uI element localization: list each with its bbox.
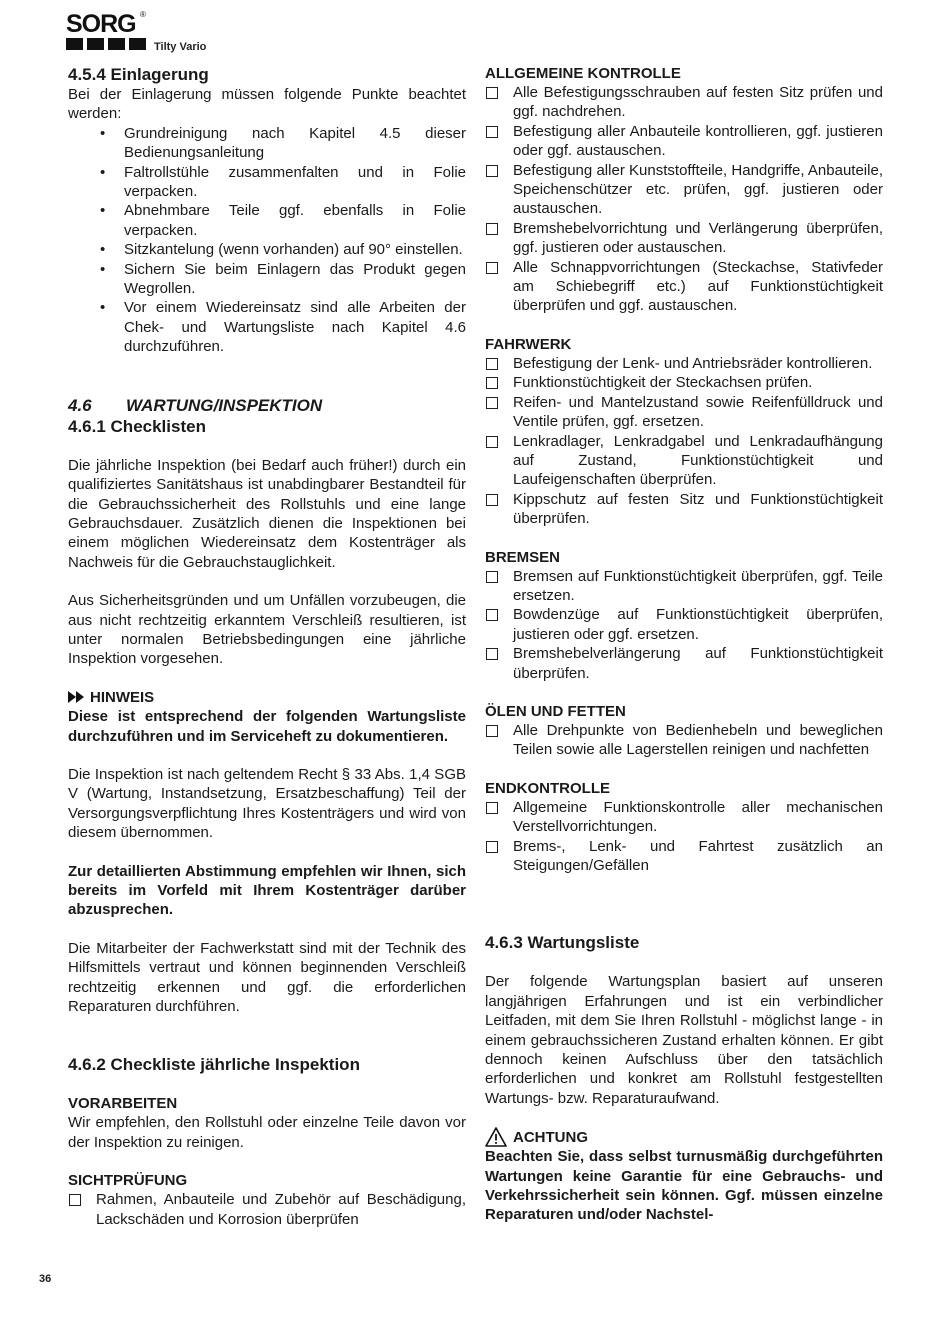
checkbox-icon [486, 571, 498, 583]
oelen-fetten-title: ÖLEN UND FETTEN [485, 702, 626, 720]
checkbox-icon [486, 802, 498, 814]
section-454-title: 4.5.4 Einlagerung [68, 65, 209, 84]
allgemeine-kontrolle-title: ALLGEMEINE KONTROLLE [485, 65, 681, 82]
list-item: • Vor einem Wiedereinsatz sind alle Arbeiten der Chek- und Wartungsliste nach Kapitel 4.6 durchzuführen. [124, 298, 466, 356]
section-46-title: WARTUNG/INSPEKTION [126, 395, 323, 415]
checklist-item: Bowdenzüge auf Funktionstüchtigkeit überprüfen, justieren oder ggf. ersetzen. [513, 605, 883, 644]
logo-bars [66, 38, 146, 50]
achtung-text: Beachten Sie, dass selbst turnusmäßig durchgeführten Wartungen keine Garantie für eine Gebrauchs- und Verkehrssicherheit sein können. Ggf. müssen einzelne Reparaturen und/oder Nachstel- [485, 1148, 883, 1224]
fast-forward-icon [68, 691, 84, 703]
checklist-item: Alle Schnappvorrichtungen (Steckachse, Stativfeder am Schiebegriff etc.) auf Funktionstüchtigkeit überprüfen und ggf. austauschen. [513, 258, 883, 316]
paragraph-legal: Die Inspektion ist nach geltendem Recht § 33 Abs. 1,4 SGB V (Wartung, Instandsetzung, Ersatzbeschaffung) Teil der Versorgungsverpflichtung Ihres Kostenträgers und wird von diesem übernommen. [68, 765, 466, 842]
checkbox-icon [486, 397, 498, 409]
paragraph-coordination: Zur detaillierten Abstimmung empfehlen wir Ihnen, sich bereits im Vorfeld mit Ihrem Kostenträger darüber abzusprechen. [68, 862, 466, 919]
sorg-logo [66, 10, 146, 54]
checklist-item: Befestigung aller Kunststoffteile, Handgriffe, Anbauteile, Speichenschützer etc. prüfen, ggf. justieren oder austauschen. [513, 161, 883, 219]
oelen-fetten-list [485, 721, 883, 760]
product-name: Tilty Vario [154, 41, 207, 53]
checklist-item: Allgemeine Funktionskontrolle aller mechanischen Verstellvorrichtungen. [513, 798, 883, 837]
vorarbeiten-title: VORARBEITEN [68, 1095, 178, 1113]
list-item: • Sitzkantelung (wenn vorhanden) auf 90° einstellen. [124, 240, 466, 259]
hinweis-title: HINWEIS [90, 688, 155, 706]
warning-icon [485, 1127, 507, 1147]
checkbox-icon [486, 648, 498, 660]
checkbox-icon [486, 725, 498, 737]
section-463-title: 4.6.3 Wartungsliste [485, 933, 640, 953]
registered-mark: ® [140, 10, 146, 19]
hinweis-text: Diese ist entsprechend der folgenden Wartungsliste durchzuführen und im Serviceheft zu dokumentieren. [68, 708, 466, 745]
endkontrolle-title: ENDKONTROLLE [485, 779, 610, 797]
checkbox-icon [486, 223, 498, 235]
vorarbeiten-text: Wir empfehlen, den Rollstuhl oder einzelne Teile davon vor der Inspektion zu reinigen. [68, 1114, 466, 1151]
checklist-item: Kippschutz auf festen Sitz und Funktionstüchtigkeit überprüfen. [513, 490, 883, 529]
section-46-heading [68, 395, 466, 416]
page-number: 36 [39, 1273, 52, 1285]
checkbox-icon [486, 377, 498, 389]
right-column [485, 64, 883, 1225]
list-item: • Abnehmbare Teile ggf. ebenfalls in Folie verpacken. [124, 201, 466, 240]
list-item: • Grundreinigung nach Kapitel 4.5 dieser Bedienungsanleitung [124, 124, 466, 163]
checkbox-icon [486, 494, 498, 506]
checkbox-icon [486, 436, 498, 448]
checkbox-icon [486, 262, 498, 274]
paragraph-inspection: Die jährliche Inspektion (bei Bedarf auch früher!) durch ein qualifiziertes Sanitätshaus ist unabdingbarer Bestandteil für die Gebrauchssicherheit des Rollstuhls und eine lange Gebrauchsdauer. Zusätzlich dienen die Inspektionen bei einem möglichen Wiedereinsatz dem Kostenträger als Nachweis für die Gebrauchstauglichkeit. [68, 456, 466, 571]
fahrwerk-list [485, 354, 883, 529]
paragraph-wartungsplan: Der folgende Wartungsplan basiert auf unseren langjährigen Erfahrungen und ist ein verbindlicher Leitfaden, mit dem Sie Ihren Rollstuhl - möglichst lange - in einem gebrauchssicheren Zustand erhalten können. Er gibt dennoch keinen Aufschluss über den tatsächlich erforderlichen und konkret am Rollstuhl festgestellten Wartungs- bzw. Reparaturaufwand. [485, 973, 883, 1107]
checklist-item: Rahmen, Anbauteile und Zubehör auf Beschädigung, Lackschäden und Korrosion überprüfen [96, 1190, 466, 1229]
checkbox-icon [69, 1194, 81, 1206]
checklist-item: Befestigung der Lenk- und Antriebsräder kontrollieren. [513, 354, 883, 373]
paragraph-workshop: Die Mitarbeiter der Fachwerkstatt sind mit der Technik des Hilfsmittels vertraut und können beginnenden Verschleiß rechtzeitig erkennen und ggf. die erforderlichen Reparaturen durchführen. [68, 939, 466, 1016]
allgemeine-kontrolle-list [485, 83, 883, 316]
section-454-intro: Bei der Einlagerung müssen folgende Punkte beachtet werden: [68, 86, 466, 123]
sichtpruefung-list [68, 1190, 466, 1229]
bremsen-list [485, 567, 883, 683]
checklist-item: Lenkradlager, Lenkradgabel und Lenkradaufhängung auf Zustand, Funktionstüchtigkeit und Laufeigenschaften überprüfen. [513, 432, 883, 490]
left-column [68, 64, 466, 1229]
bremsen-title: BREMSEN [485, 548, 561, 566]
list-item: • Faltrollstühle zusammenfalten und in Folie verpacken. [124, 163, 466, 202]
checklist-item: Bremsen auf Funktionstüchtigkeit überprüfen, ggf. Teile ersetzen. [513, 567, 883, 606]
checkbox-icon [486, 87, 498, 99]
logo-wordmark: SORG [66, 10, 136, 38]
section-462-title: 4.6.2 Checkliste jährliche Inspektion [68, 1055, 360, 1075]
endkontrolle-list [485, 798, 883, 876]
hinweis-heading [68, 688, 466, 707]
fahrwerk-title: FAHRWERK [485, 335, 572, 353]
section-461-title: 4.6.1 Checklisten [68, 416, 206, 436]
list-item: • Sichern Sie beim Einlagern das Produkt gegen Wegrollen. [124, 260, 466, 299]
checklist-item: Brems-, Lenk- und Fahrtest zusätzlich an Steigungen/Gefällen [513, 837, 883, 876]
checklist-item: Alle Drehpunkte von Bedienhebeln und beweglichen Teilen sowie alle Lagerstellen reinigen und nachfetten [513, 721, 883, 760]
achtung-heading [485, 1127, 883, 1147]
achtung-title: ACHTUNG [513, 1128, 588, 1146]
checklist-item: Alle Befestigungsschrauben auf festen Sitz prüfen und ggf. nachdrehen. [513, 83, 883, 122]
checklist-item: Bremshebelvorrichtung und Verlängerung überprüfen, ggf. justieren oder austauschen. [513, 219, 883, 258]
storage-list [68, 124, 466, 357]
checklist-item: Befestigung aller Anbauteile kontrollieren, ggf. justieren oder ggf. austauschen. [513, 122, 883, 161]
checkbox-icon [486, 609, 498, 621]
checklist-item: Funktionstüchtigkeit der Steckachsen prüfen. [513, 373, 883, 392]
checkbox-icon [486, 358, 498, 370]
checkbox-icon [486, 126, 498, 138]
checklist-item: Reifen- und Mantelzustand sowie Reifenfülldruck und Ventile prüfen, ggf. ersetzen. [513, 393, 883, 432]
checklist-item: Bremshebelverlängerung auf Funktionstüchtigkeit überprüfen. [513, 644, 883, 683]
section-46-number: 4.6 [68, 395, 92, 415]
checkbox-icon [486, 165, 498, 177]
sichtpruefung-title: SICHTPRÜFUNG [68, 1172, 188, 1190]
paragraph-safety: Aus Sicherheitsgründen und um Unfällen vorzubeugen, die aus nicht rechtzeitig erkanntem Verschleiß resultieren, ist unter normalen Betriebsbedingungen eine jährliche Inspektion vorgesehen. [68, 592, 466, 668]
checkbox-icon [486, 841, 498, 853]
